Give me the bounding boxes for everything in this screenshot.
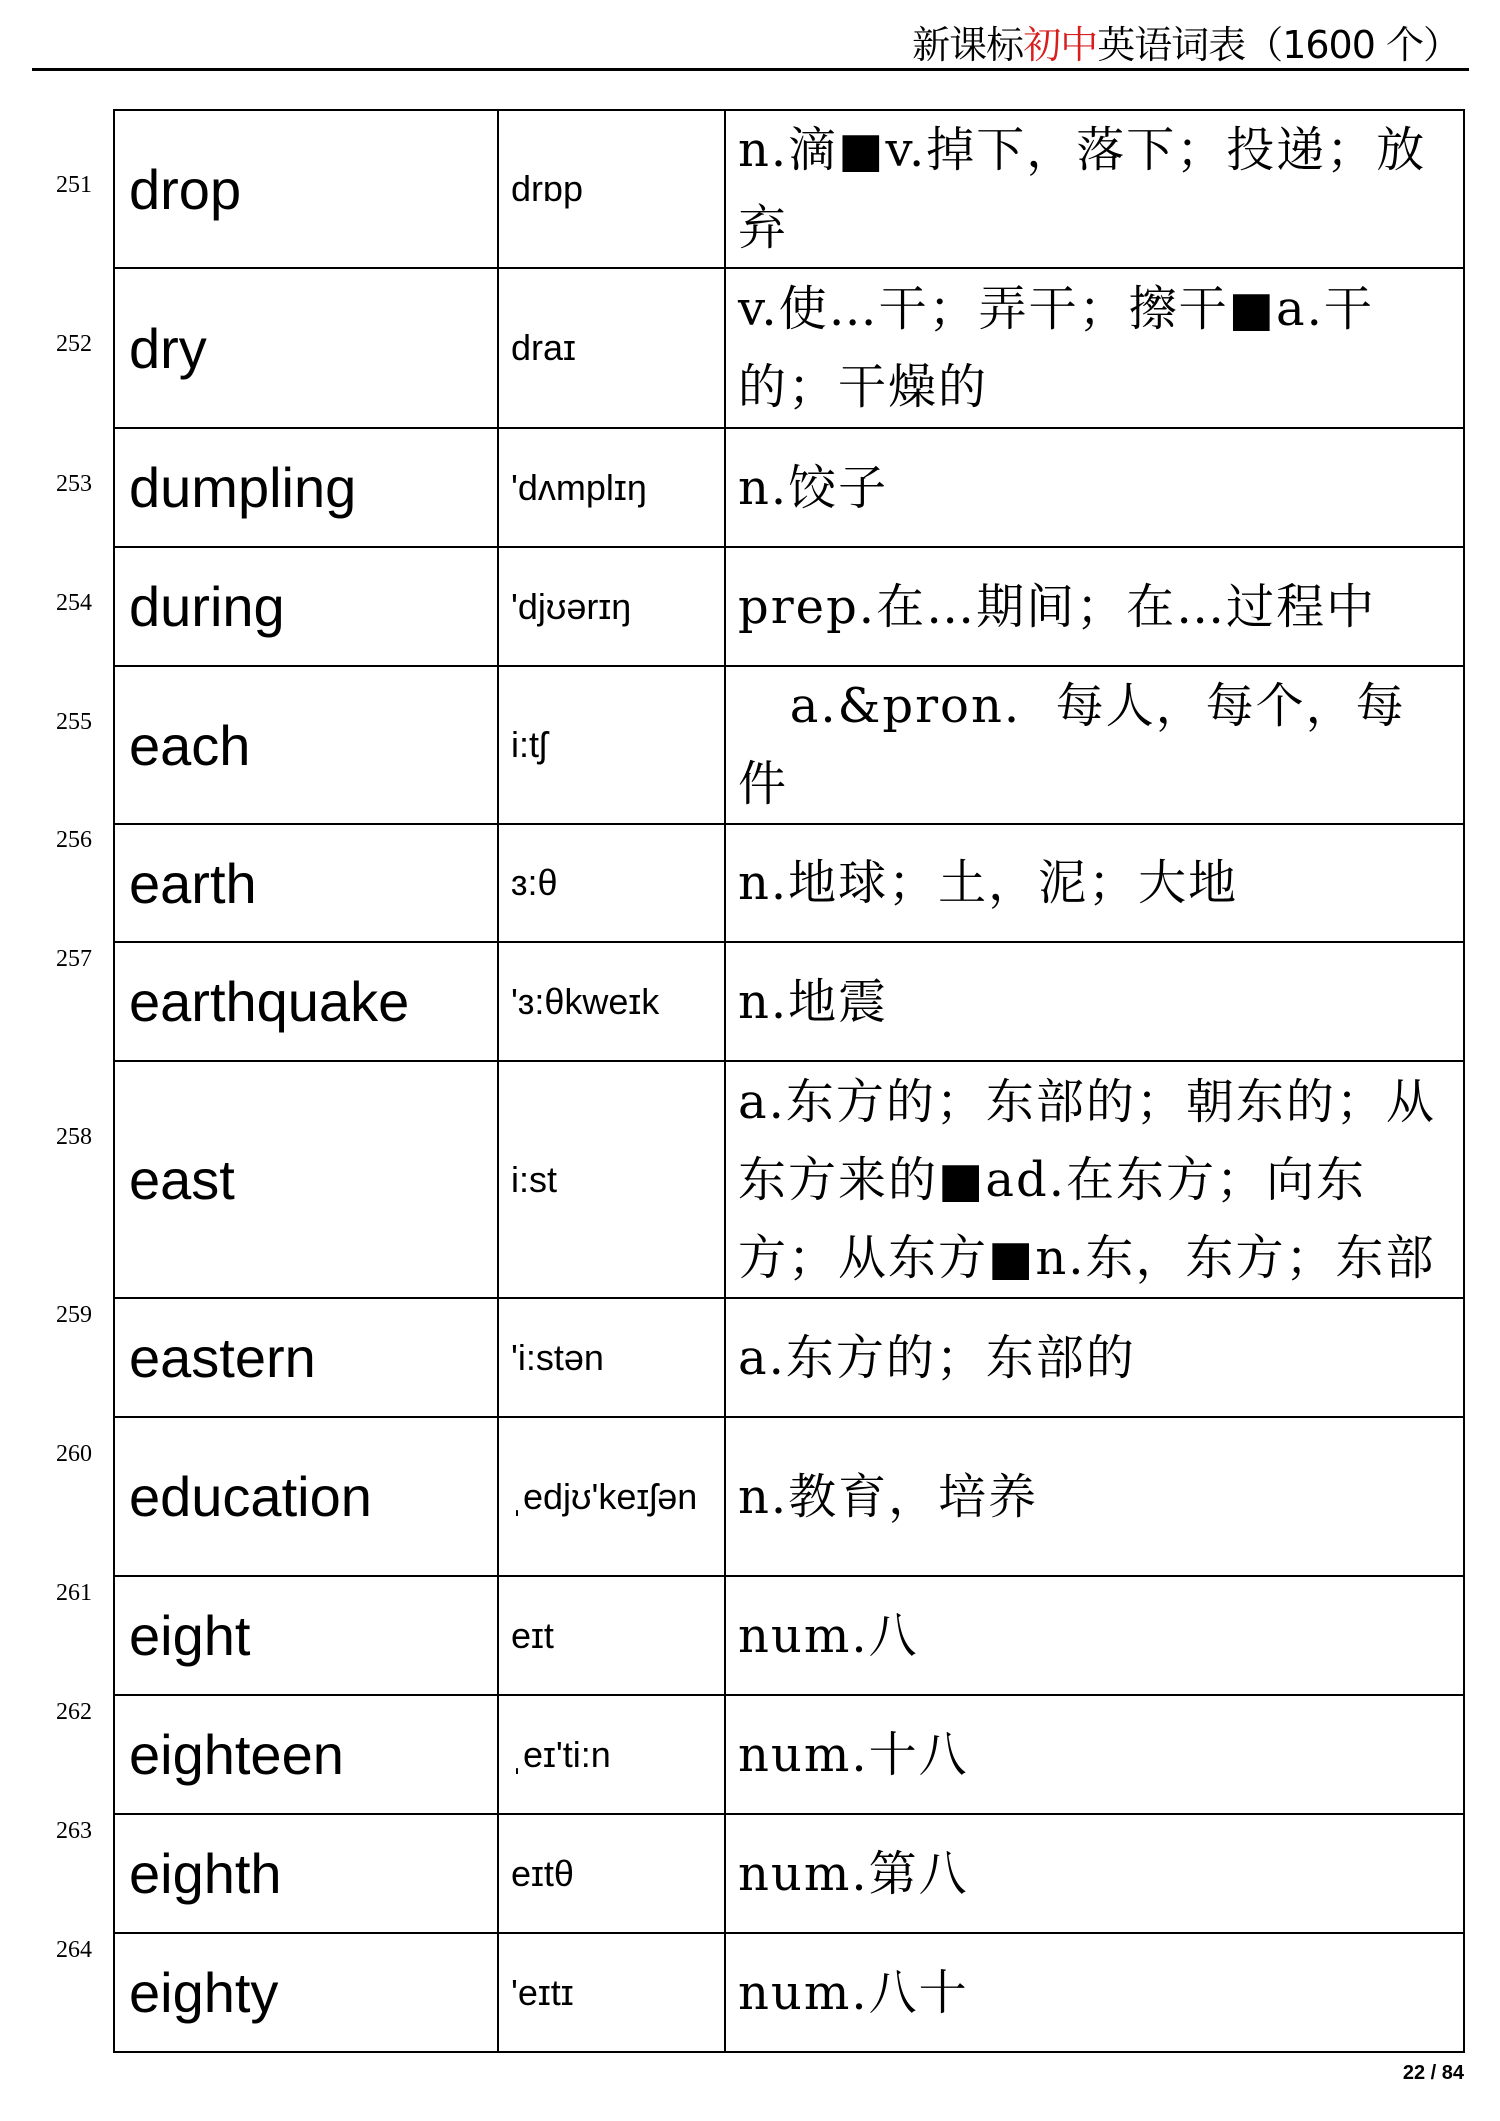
row-number: 261 — [56, 1579, 92, 1606]
phonetic-cell: i:tʃ — [498, 666, 725, 824]
row-number: 263 — [56, 1817, 92, 1844]
word-cell: each — [114, 666, 498, 824]
row-number: 256 — [56, 827, 92, 853]
word-cell: eighteen — [114, 1695, 498, 1814]
row-number: 262 — [56, 1698, 92, 1725]
table-row — [114, 1695, 1464, 1814]
title-part: 英语词表（1600 个） — [1097, 23, 1460, 67]
vocabulary-table — [113, 109, 1465, 2053]
row-number: 251 — [56, 172, 92, 198]
table-row — [114, 1417, 1464, 1576]
word-cell: during — [114, 547, 498, 666]
row-number: 257 — [56, 945, 92, 972]
phonetic-cell: 'djʊərɪŋ — [498, 547, 725, 666]
word-cell: earth — [114, 824, 498, 942]
meaning-cell: num.八十 — [725, 1933, 1464, 2052]
word-cell: education — [114, 1417, 498, 1576]
word-cell: dumpling — [114, 428, 498, 547]
row-number: 258 — [56, 1123, 92, 1150]
meaning-cell: a.东方的；东部的 — [725, 1298, 1464, 1417]
table-row — [114, 1933, 1464, 2052]
row-number: 264 — [56, 1936, 92, 1963]
table-row — [114, 1576, 1464, 1695]
meaning-cell: n.地球；土，泥；大地 — [725, 824, 1464, 942]
title-highlight: 初中 — [1023, 23, 1098, 67]
phonetic-cell: 'i:stən — [498, 1298, 725, 1417]
phonetic-cell: drɒp — [498, 110, 725, 268]
phonetic-cell: ˌedjʊ'keɪʃən — [498, 1417, 725, 1576]
meaning-cell: num.八 — [725, 1576, 1464, 1695]
table-row — [114, 1298, 1464, 1417]
page-number: 22 / 84 — [1402, 2062, 1464, 2084]
title-part: 新课标 — [912, 23, 1024, 67]
word-cell: dry — [114, 268, 498, 428]
phonetic-cell: 'eɪtɪ — [498, 1933, 725, 2052]
meaning-cell: a.东方的；东部的；朝东的；从东方来的■ad.在东方；向东方；从东方■n.东，东方；东部 — [725, 1061, 1464, 1298]
phonetic-cell: eɪtθ — [498, 1814, 725, 1933]
table-row — [114, 110, 1464, 268]
phonetic-cell: draɪ — [498, 268, 725, 428]
row-number: 255 — [56, 708, 92, 735]
word-cell: eighth — [114, 1814, 498, 1933]
meaning-cell: num.第八 — [725, 1814, 1464, 1933]
phonetic-cell: i:st — [498, 1061, 725, 1298]
header-rule — [32, 68, 1469, 71]
document-header-title — [912, 14, 1460, 69]
meaning-cell: n.滴■v.掉下，落下；投递；放弃 — [725, 110, 1464, 268]
table-row — [114, 666, 1464, 824]
phonetic-cell: ˌeɪ'ti:n — [498, 1695, 725, 1814]
table-row — [114, 942, 1464, 1061]
word-cell: eight — [114, 1576, 498, 1695]
table-row — [114, 268, 1464, 428]
phonetic-cell: eɪt — [498, 1576, 725, 1695]
meaning-cell: n.地震 — [725, 942, 1464, 1061]
word-cell: earthquake — [114, 942, 498, 1061]
table-row — [114, 547, 1464, 666]
meaning-cell: v.使…干；弄干；擦干■a.干的；干燥的 — [725, 268, 1464, 428]
phonetic-cell: 'ɜ:θkweɪk — [498, 942, 725, 1061]
meaning-cell: num.十八 — [725, 1695, 1464, 1814]
phonetic-cell: ɜ:θ — [498, 824, 725, 942]
meaning-cell: a.&pron. 每人，每个，每件 — [725, 666, 1464, 824]
meaning-cell: n.饺子 — [725, 428, 1464, 547]
table-row — [114, 428, 1464, 547]
row-number: 254 — [56, 589, 92, 616]
word-cell: east — [114, 1061, 498, 1298]
word-cell: drop — [114, 110, 498, 268]
table-row — [114, 1061, 1464, 1298]
phonetic-cell: 'dʌmplɪŋ — [498, 428, 725, 547]
row-number: 253 — [56, 470, 92, 497]
table-row — [114, 1814, 1464, 1933]
row-number: 259 — [56, 1301, 92, 1328]
word-cell: eastern — [114, 1298, 498, 1417]
row-number: 252 — [56, 331, 92, 357]
meaning-cell: n.教育，培养 — [725, 1417, 1464, 1576]
word-cell: eighty — [114, 1933, 498, 2052]
row-number: 260 — [56, 1440, 92, 1467]
meaning-cell: prep.在…期间；在…过程中 — [725, 547, 1464, 666]
table-row — [114, 824, 1464, 942]
